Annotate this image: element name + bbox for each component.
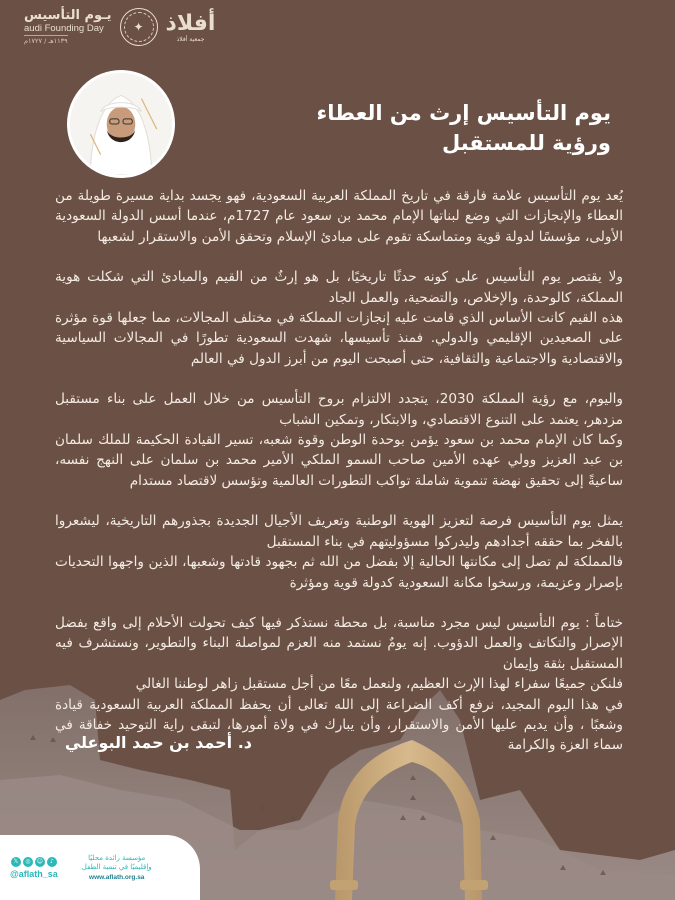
footer-card <box>0 835 200 900</box>
website-link[interactable]: www.aflath.org.sa <box>89 874 145 881</box>
author-signature: د. أحمد بن حمد البوعلي <box>64 733 252 752</box>
org-name-line-2: وإقليميًا في تنمية الطفل <box>81 863 152 871</box>
founding-day-english: audi Founding Day <box>24 23 104 34</box>
org-name-line-1: مؤسسة رائدة محليًا <box>88 854 146 862</box>
x-icon[interactable]: 𝕏 <box>11 857 21 867</box>
aflath-logo <box>166 12 216 43</box>
paragraph-line: في هذا اليوم المجيد، نرفع أكف الضراعة إلى الله تعالى أن يحفظ المملكة العربية السعودية قيادة وشعبًا ، وأن يديم عليها الأمن والاستقرار، وأن يبارك في ولاة أمورها، لتبقى راية التوحيد خفاقة في سماء العزة والكرامة <box>55 696 623 754</box>
author-portrait-icon <box>70 73 172 175</box>
arch-capital-left <box>330 880 358 890</box>
tiktok-icon[interactable]: ♪ <box>47 857 57 867</box>
paragraph-identity <box>55 511 623 593</box>
author-avatar <box>67 70 175 178</box>
arch-capital-right <box>460 880 488 890</box>
article-body <box>55 186 623 756</box>
article-title-line-1: يوم التأسيس إرث من العطاء <box>316 101 611 125</box>
paragraph-vision-2030 <box>55 389 623 491</box>
paragraph-line: واليوم، مع رؤية المملكة 2030، يتجدد الالتزام بروح التأسيس من خلال العمل على بناء مستقبل مزدهر، يعتمد على التنوع الاقتصادي، والابتكار، وتمكين الشباب <box>55 391 623 428</box>
paragraph-line: يُعد يوم التأسيس علامة فارقة في تاريخ المملكة العربية السعودية، فهو يجسد بداية مسيرة طويلة من العطاء والإنجازات التي وضع لبناتها الإمام محمد بن سعود عام 1727م، عندما أسس الدولة السعودية الأولى، مؤسسًا لدولة قوية ومتماسكة تقوم على مبادئ الإسلام وتحقق الأمن والاستقرار لشعبها <box>55 188 623 245</box>
social-handle[interactable]: @aflath_sa <box>10 868 58 879</box>
article-title-line-2: ورؤية للمستقبل <box>441 131 611 155</box>
aflath-logo-mark: أفلاذ <box>165 10 216 36</box>
instagram-icon[interactable]: ◎ <box>23 857 33 867</box>
paragraph-line: يمثل يوم التأسيس فرصة لتعزيز الهوية الوطنية وتعريف الأجيال الجديدة بجذورهم التاريخية، ليشعروا بالفخر بما حققه أجدادهم وليدركوا مسؤوليتهم في بناء المستقبل <box>55 513 623 550</box>
aflath-logo-subtitle: جمعية أفلاذ <box>176 35 205 43</box>
founding-day-logo <box>24 9 112 45</box>
social-icons <box>11 857 57 867</box>
header-logos <box>24 8 215 46</box>
organization-info <box>82 854 152 881</box>
paragraph-values <box>55 267 623 369</box>
paragraph-line: فالمملكة لم تصل إلى مكانتها الحالية إلا بفضل من الله ثم بجهود قادتها وشعبها، الذين واجهوا التحديات بإصرار وعزيمة، ورسخوا مكانة السعودية كدولة قوية ومؤثرة <box>55 554 623 591</box>
paragraph-line: ولا يقتصر يوم التأسيس على كونه حدثًا تاريخيًا، بل هو إرثٌ من القيم والمبادئ التي شكلت هوية المملكة، كالوحدة، والإخلاص، والتضحية، والعمل الجاد <box>55 269 623 306</box>
snapchat-icon[interactable]: ☺ <box>36 857 44 865</box>
paragraph-line: ختاماً : يوم التأسيس ليس مجرد مناسبة، بل محطة نستذكر فيها كيف تحولت الأحلام إلى واقع بفضل الإصرار والتكاتف والعمل الدؤوب. إنه يومٌ نستمد منه العزم لمواصلة البناء والتطوير، ونستشرف فيه المستقبل بثقة وإيمان <box>55 614 623 672</box>
paragraph-line: فلنكن جميعًا سفراء لهذا الإرث العظيم، ولنعمل معًا من أجل مستقبل زاهر لوطننا الغالي <box>135 676 623 693</box>
founding-day-arabic: يـوم التأسيس <box>24 8 112 23</box>
founding-day-date: ١١٣٩هـ / ١٧٢٧م <box>24 37 68 45</box>
social-links <box>10 857 58 879</box>
paragraph-line: وكما كان الإمام محمد بن سعود يؤمن بوحدة الوطن وقوة شعبه، تسير القيادة الحكيمة للملك سلمان بن عبد العزيز وولي عهده الأمين صاحب السمو الملكي الأمير محمد بن سلمان على النهج نفسه، ساعيةً إلى تحقيق نهضة تنموية شاملة تواكب التطورات العالمية وتؤسس لاقتصاد مستدام <box>55 432 623 489</box>
paragraph-intro <box>55 186 623 247</box>
article-title <box>317 98 611 158</box>
paragraph-line: هذه القيم كانت الأساس الذي قامت عليه إنجازات المملكة في مختلف المجالات، مما جعلها قوة مؤثرة على الصعيدين الإقليمي والدولي. فمنذ تأسيسها، شهدت السعودية تطورًا في المجالات السياسية والاقتصادية والاجتماعية والثقافية، حتى أصبحت اليوم من أبرز الدول في العالم <box>55 310 623 367</box>
saudi-emblem-icon: ✦ <box>120 8 158 46</box>
